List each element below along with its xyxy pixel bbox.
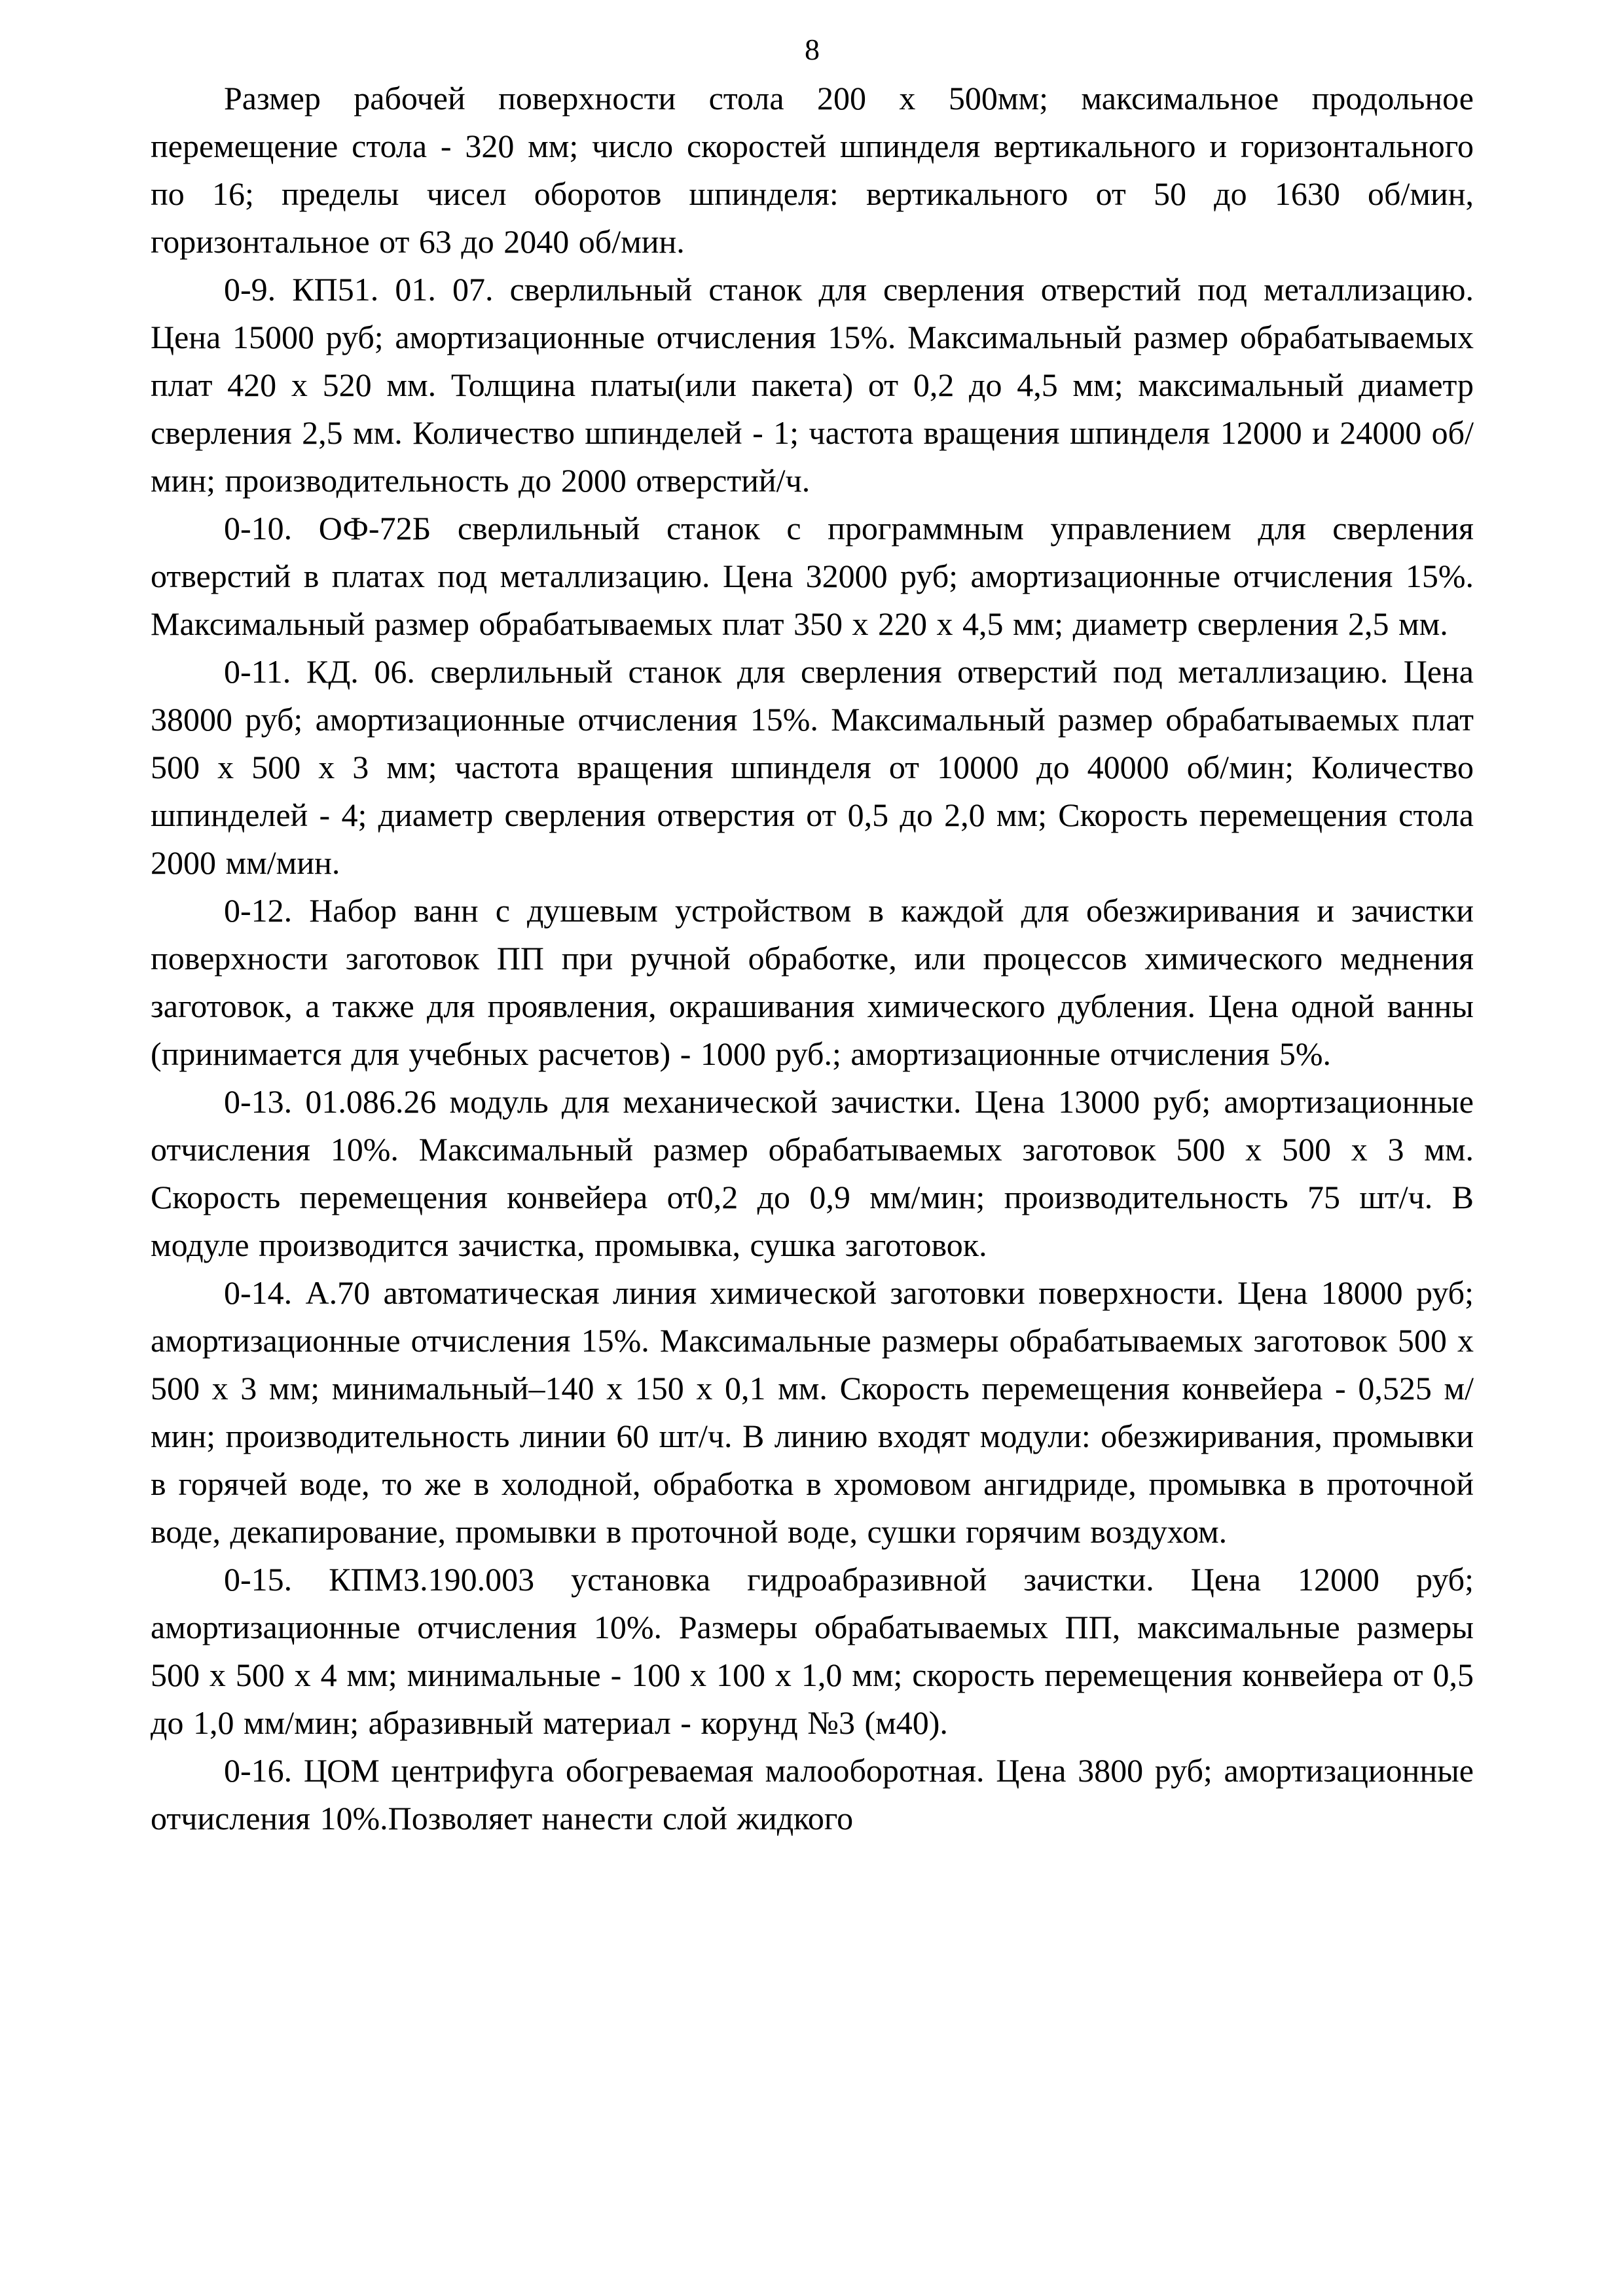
paragraph: 0-16. ЦОМ центрифуга обогреваемая малооборотная. Цена 3800 руб; амортизационные отчисления 10%.Позволяет нанести слой жидкого [151,1752,1474,1837]
paragraph: 0-14. А.70 автоматическая линия химической заготовки поверхности. Цена 18000 руб; амортизационные отчисления 15%. Максимальные размеры обрабатываемых заготовок 500 х 500 х 3 мм; минимальный–140 х 150 х 0,1 мм. Скорость перемещения конвейера - 0,525 м/мин; производительность линии 60 шт/ч. В линию входят модули: обезжиривания, промывки в горячей воде, то же в холодной, обработка в хромовом ангидриде, промывка в проточной воде, декапирование, промывки в проточной воде, сушки горячим воздухом. [151,1274,1474,1550]
paragraph: 0-15. КПМЗ.190.003 установка гидроабразивной зачистки. Цена 12000 руб; амортизационные отчисления 10%. Размеры обрабатываемых ПП, максимальные размеры 500 х 500 х 4 мм; минимальные - 100 х 100 х 1,0 мм; скорость перемещения конвейера от 0,5 до 1,0 мм/мин; абразивный материал - корунд №3 (м40). [151,1561,1474,1741]
paragraph: Размер рабочей поверхности стола 200 х 500мм; максимальное продольное перемещение стола - 320 мм; число скоростей шпинделя вертикального и горизонтального по 16; пределы чисел оборотов шпинделя: вертикального от 50 до 1630 об/мин, горизонтальное от 63 до 2040 об/мин. [151,80,1474,260]
paragraph: 0-11. КД. 06. сверлильный станок для сверления отверстий под металлизацию. Цена 38000 руб; амортизационные отчисления 15%. Максимальный размер обрабатываемых плат 500 х 500 х 3 мм; частота вращения шпинделя от 10000 до 40000 об/мин; Количество шпинделей - 4; диаметр сверления отверстия от 0,5 до 2,0 мм; Скорость перемещения стола 2000 мм/мин. [151,653,1474,881]
document-body [151,75,1474,1842]
paragraph: 0-10. ОФ-72Б сверлильный станок с программным управлением для сверления отверстий в платах под металлизацию. Цена 32000 руб; амортизационные отчисления 15%. Максимальный размер обрабатываемых плат 350 х 220 х 4,5 мм; диаметр сверления 2,5 мм. [151,510,1474,642]
page-number: 8 [805,33,820,66]
paragraph: 0-13. 01.086.26 модуль для механической зачистки. Цена 13000 руб; амортизационные отчисления 10%. Максимальный размер обрабатываемых заготовок 500 х 500 х 3 мм. Скорость перемещения конвейера от0,2 до 0,9 мм/мин; производительность 75 шт/ч. В модуле производится зачистка, промывка, сушка заготовок. [151,1083,1474,1263]
paragraph: 0-9. КП51. 01. 07. сверлильный станок для сверления отверстий под металлизацию. Цена 15000 руб; амортизационные отчисления 15%. Максимальный размер обрабатываемых плат 420 х 520 мм. Толщина платы(или пакета) от 0,2 до 4,5 мм; максимальный диаметр сверления 2,5 мм. Количество шпинделей - 1; частота вращения шпинделя 12000 и 24000 об/мин; производительность до 2000 отверстий/ч. [151,271,1474,499]
paragraph: 0-12. Набор ванн с душевым устройством в каждой для обезжиривания и зачистки поверхности заготовок ПП при ручной обработке, или процессов химического меднения заготовок, а также для проявления, окрашивания химического дубления. Цена одной ванны (принимается для учебных расчетов) - 1000 руб.; амортизационные отчисления 5%. [151,892,1474,1072]
